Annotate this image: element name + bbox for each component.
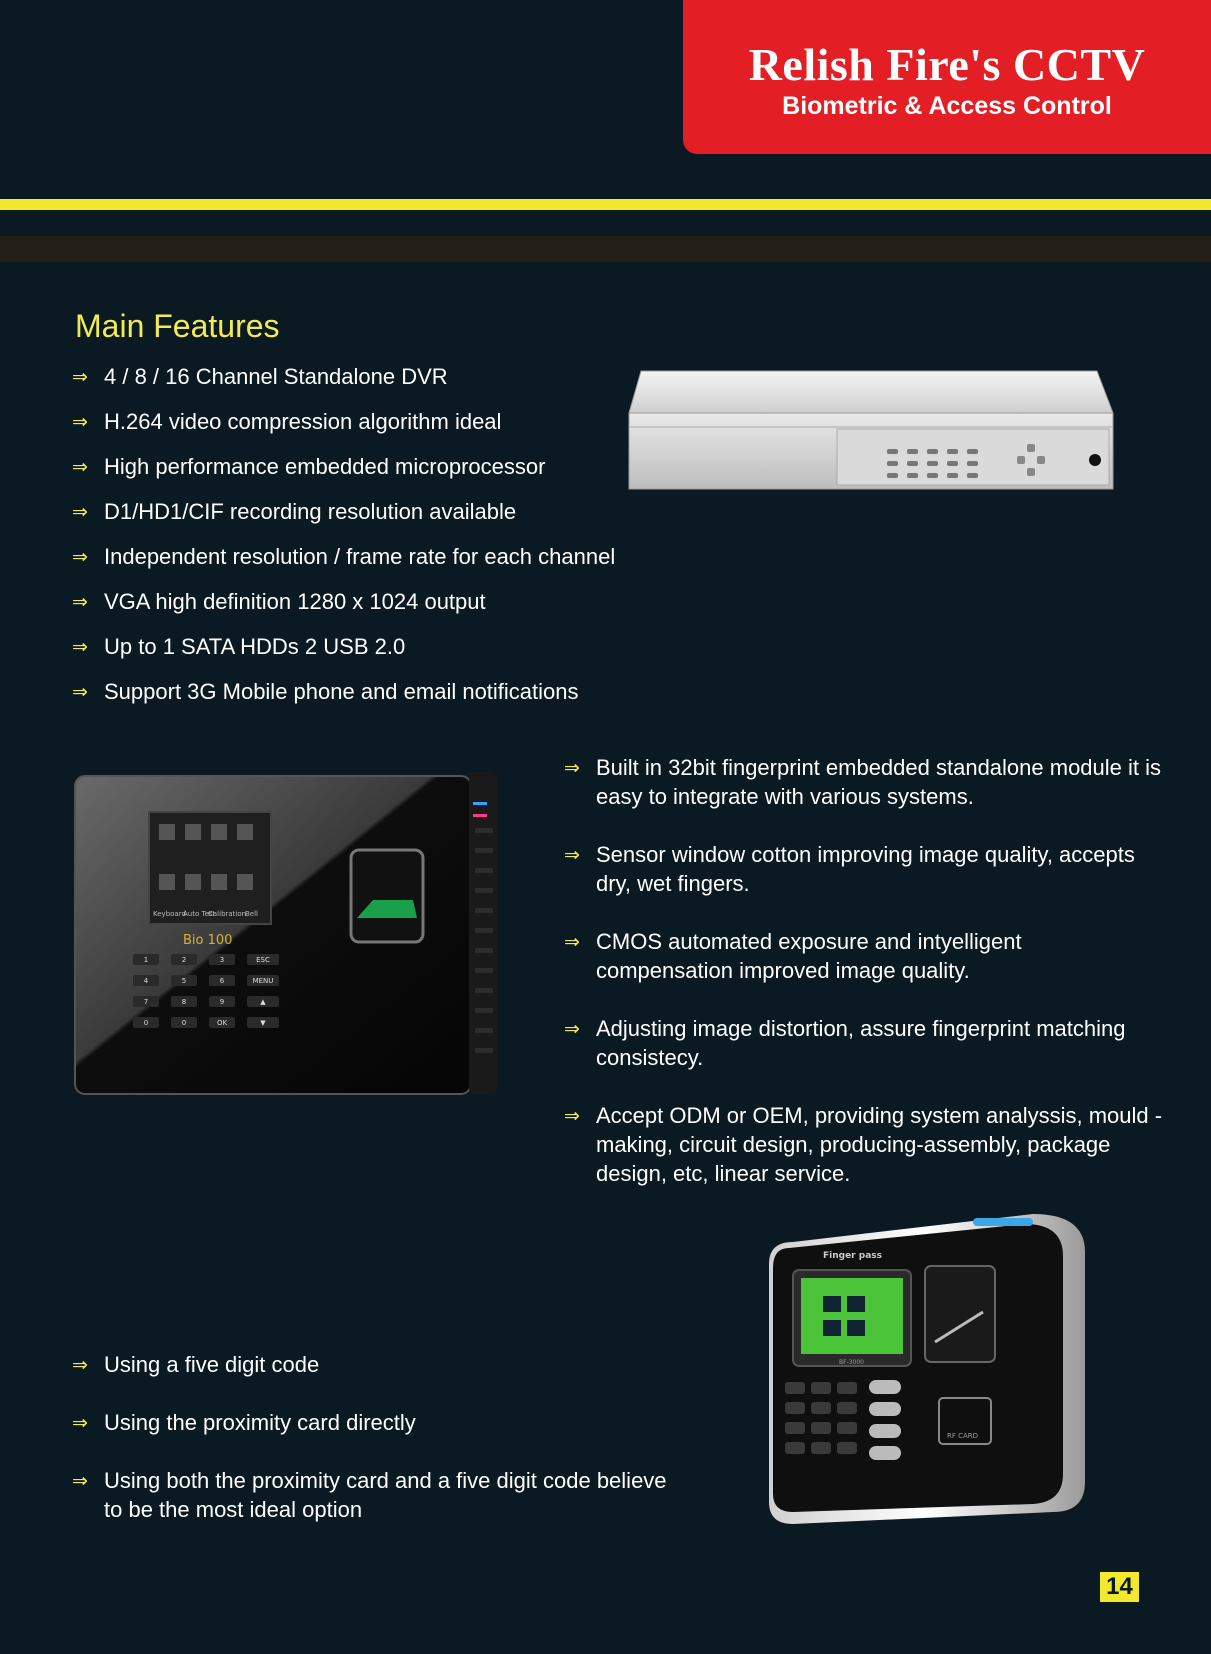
page-number: 14 — [1100, 1572, 1139, 1602]
fingerprint-terminal-image — [73, 768, 501, 1100]
finger-pass-brand: Finger pass — [823, 1251, 882, 1261]
access-options-list — [72, 1350, 672, 1553]
header-title: Relish Fire's CCTV — [748, 39, 1146, 90]
bio-icon-label: Bell — [245, 910, 258, 918]
header-badge — [683, 0, 1211, 154]
double-arrow-right-icon: ⇒ — [72, 636, 88, 658]
double-arrow-right-icon: ⇒ — [72, 1470, 88, 1492]
double-arrow-right-icon: ⇒ — [72, 1354, 88, 1376]
access-option-item: ⇒ Using a five digit code — [72, 1350, 672, 1379]
bio-icon-label: Auto Test — [183, 910, 216, 918]
svg-text:2: 2 — [181, 956, 187, 964]
feature-item: ⇒ High performance embedded microprocessor — [72, 452, 615, 497]
main-features-list — [72, 362, 615, 722]
double-arrow-right-icon: ⇒ — [72, 456, 88, 478]
svg-text:▲: ▲ — [260, 998, 266, 1006]
svg-text:ESC: ESC — [256, 956, 270, 964]
feature-item: ⇒ Support 3G Mobile phone and email notifications — [72, 677, 615, 722]
access-option-item: ⇒ Using both the proximity card and a five digit code believe to be the most ideal option — [72, 1468, 667, 1522]
finger-pass-model: BF-3000 — [839, 1359, 865, 1366]
fingerprint-feature-item: ⇒ Accept ODM or OEM, providing system analyssis, mould -making, circuit design, producing-assembly, package design, etc, linear service. — [564, 1103, 1163, 1186]
svg-text:6: 6 — [219, 977, 225, 985]
svg-text:▼: ▼ — [260, 1019, 266, 1027]
double-arrow-right-icon: ⇒ — [72, 546, 88, 568]
double-arrow-right-icon: ⇒ — [72, 1412, 88, 1434]
double-arrow-right-icon: ⇒ — [72, 366, 88, 388]
svg-text:1: 1 — [143, 956, 149, 964]
fingerprint-feature-item: ⇒ CMOS automated exposure and intyelligent compensation improved image quality. — [564, 929, 1022, 983]
dark-divider-band — [0, 236, 1211, 262]
fingerprint-feature-item: ⇒ Adjusting image distortion, assure fingerprint matching consistecy. — [564, 1016, 1126, 1070]
dvr-product-image — [627, 369, 1115, 491]
feature-item: ⇒ Independent resolution / frame rate for each channel — [72, 542, 615, 587]
double-arrow-right-icon: ⇒ — [72, 411, 88, 433]
svg-text:5: 5 — [181, 977, 187, 985]
fingerprint-feature-item: ⇒ Built in 32bit fingerprint embedded standalone module it is easy to integrate with various systems. — [564, 755, 1162, 809]
svg-text:MENU: MENU — [252, 977, 274, 985]
double-arrow-right-icon: ⇒ — [564, 1018, 580, 1040]
svg-text:4: 4 — [143, 977, 149, 985]
rf-card-label: RF CARD — [947, 1432, 979, 1440]
svg-text:8: 8 — [181, 998, 187, 1006]
double-arrow-right-icon: ⇒ — [72, 591, 88, 613]
bio-icon-label: Keyboard — [153, 910, 186, 918]
feature-item: ⇒ Up to 1 SATA HDDs 2 USB 2.0 — [72, 632, 615, 677]
double-arrow-right-icon: ⇒ — [564, 1105, 580, 1127]
double-arrow-right-icon: ⇒ — [72, 501, 88, 523]
feature-item: ⇒ D1/HD1/CIF recording resolution available — [72, 497, 615, 542]
double-arrow-right-icon: ⇒ — [72, 681, 88, 703]
yellow-divider-stripe — [0, 199, 1211, 210]
feature-item: ⇒ VGA high definition 1280 x 1024 output — [72, 587, 615, 632]
feature-item: ⇒ 4 / 8 / 16 Channel Standalone DVR — [72, 362, 615, 407]
svg-text:9: 9 — [219, 998, 225, 1006]
svg-text:0: 0 — [143, 1019, 149, 1027]
main-features-title: Main Features — [75, 308, 280, 344]
double-arrow-right-icon: ⇒ — [564, 757, 580, 779]
header-subtitle: Biometric & Access Control — [782, 92, 1112, 120]
access-option-item: ⇒ Using the proximity card directly — [72, 1408, 672, 1437]
feature-item: ⇒ H.264 video compression algorithm ideal — [72, 407, 615, 452]
fingerprint-feature-item: ⇒ Sensor window cotton improving image quality, accepts dry, wet fingers. — [564, 842, 1135, 896]
double-arrow-right-icon: ⇒ — [564, 931, 580, 953]
bio-icon-label: Calibration — [208, 910, 247, 918]
double-arrow-right-icon: ⇒ — [564, 844, 580, 866]
svg-text:0: 0 — [181, 1019, 187, 1027]
svg-text:3: 3 — [219, 956, 225, 964]
bio-brand-label: Bio 100 — [183, 933, 233, 948]
svg-text:7: 7 — [143, 998, 149, 1006]
finger-pass-device-image — [763, 1212, 1088, 1527]
svg-text:OK: OK — [216, 1019, 228, 1027]
fingerprint-features-list — [564, 753, 1164, 1217]
